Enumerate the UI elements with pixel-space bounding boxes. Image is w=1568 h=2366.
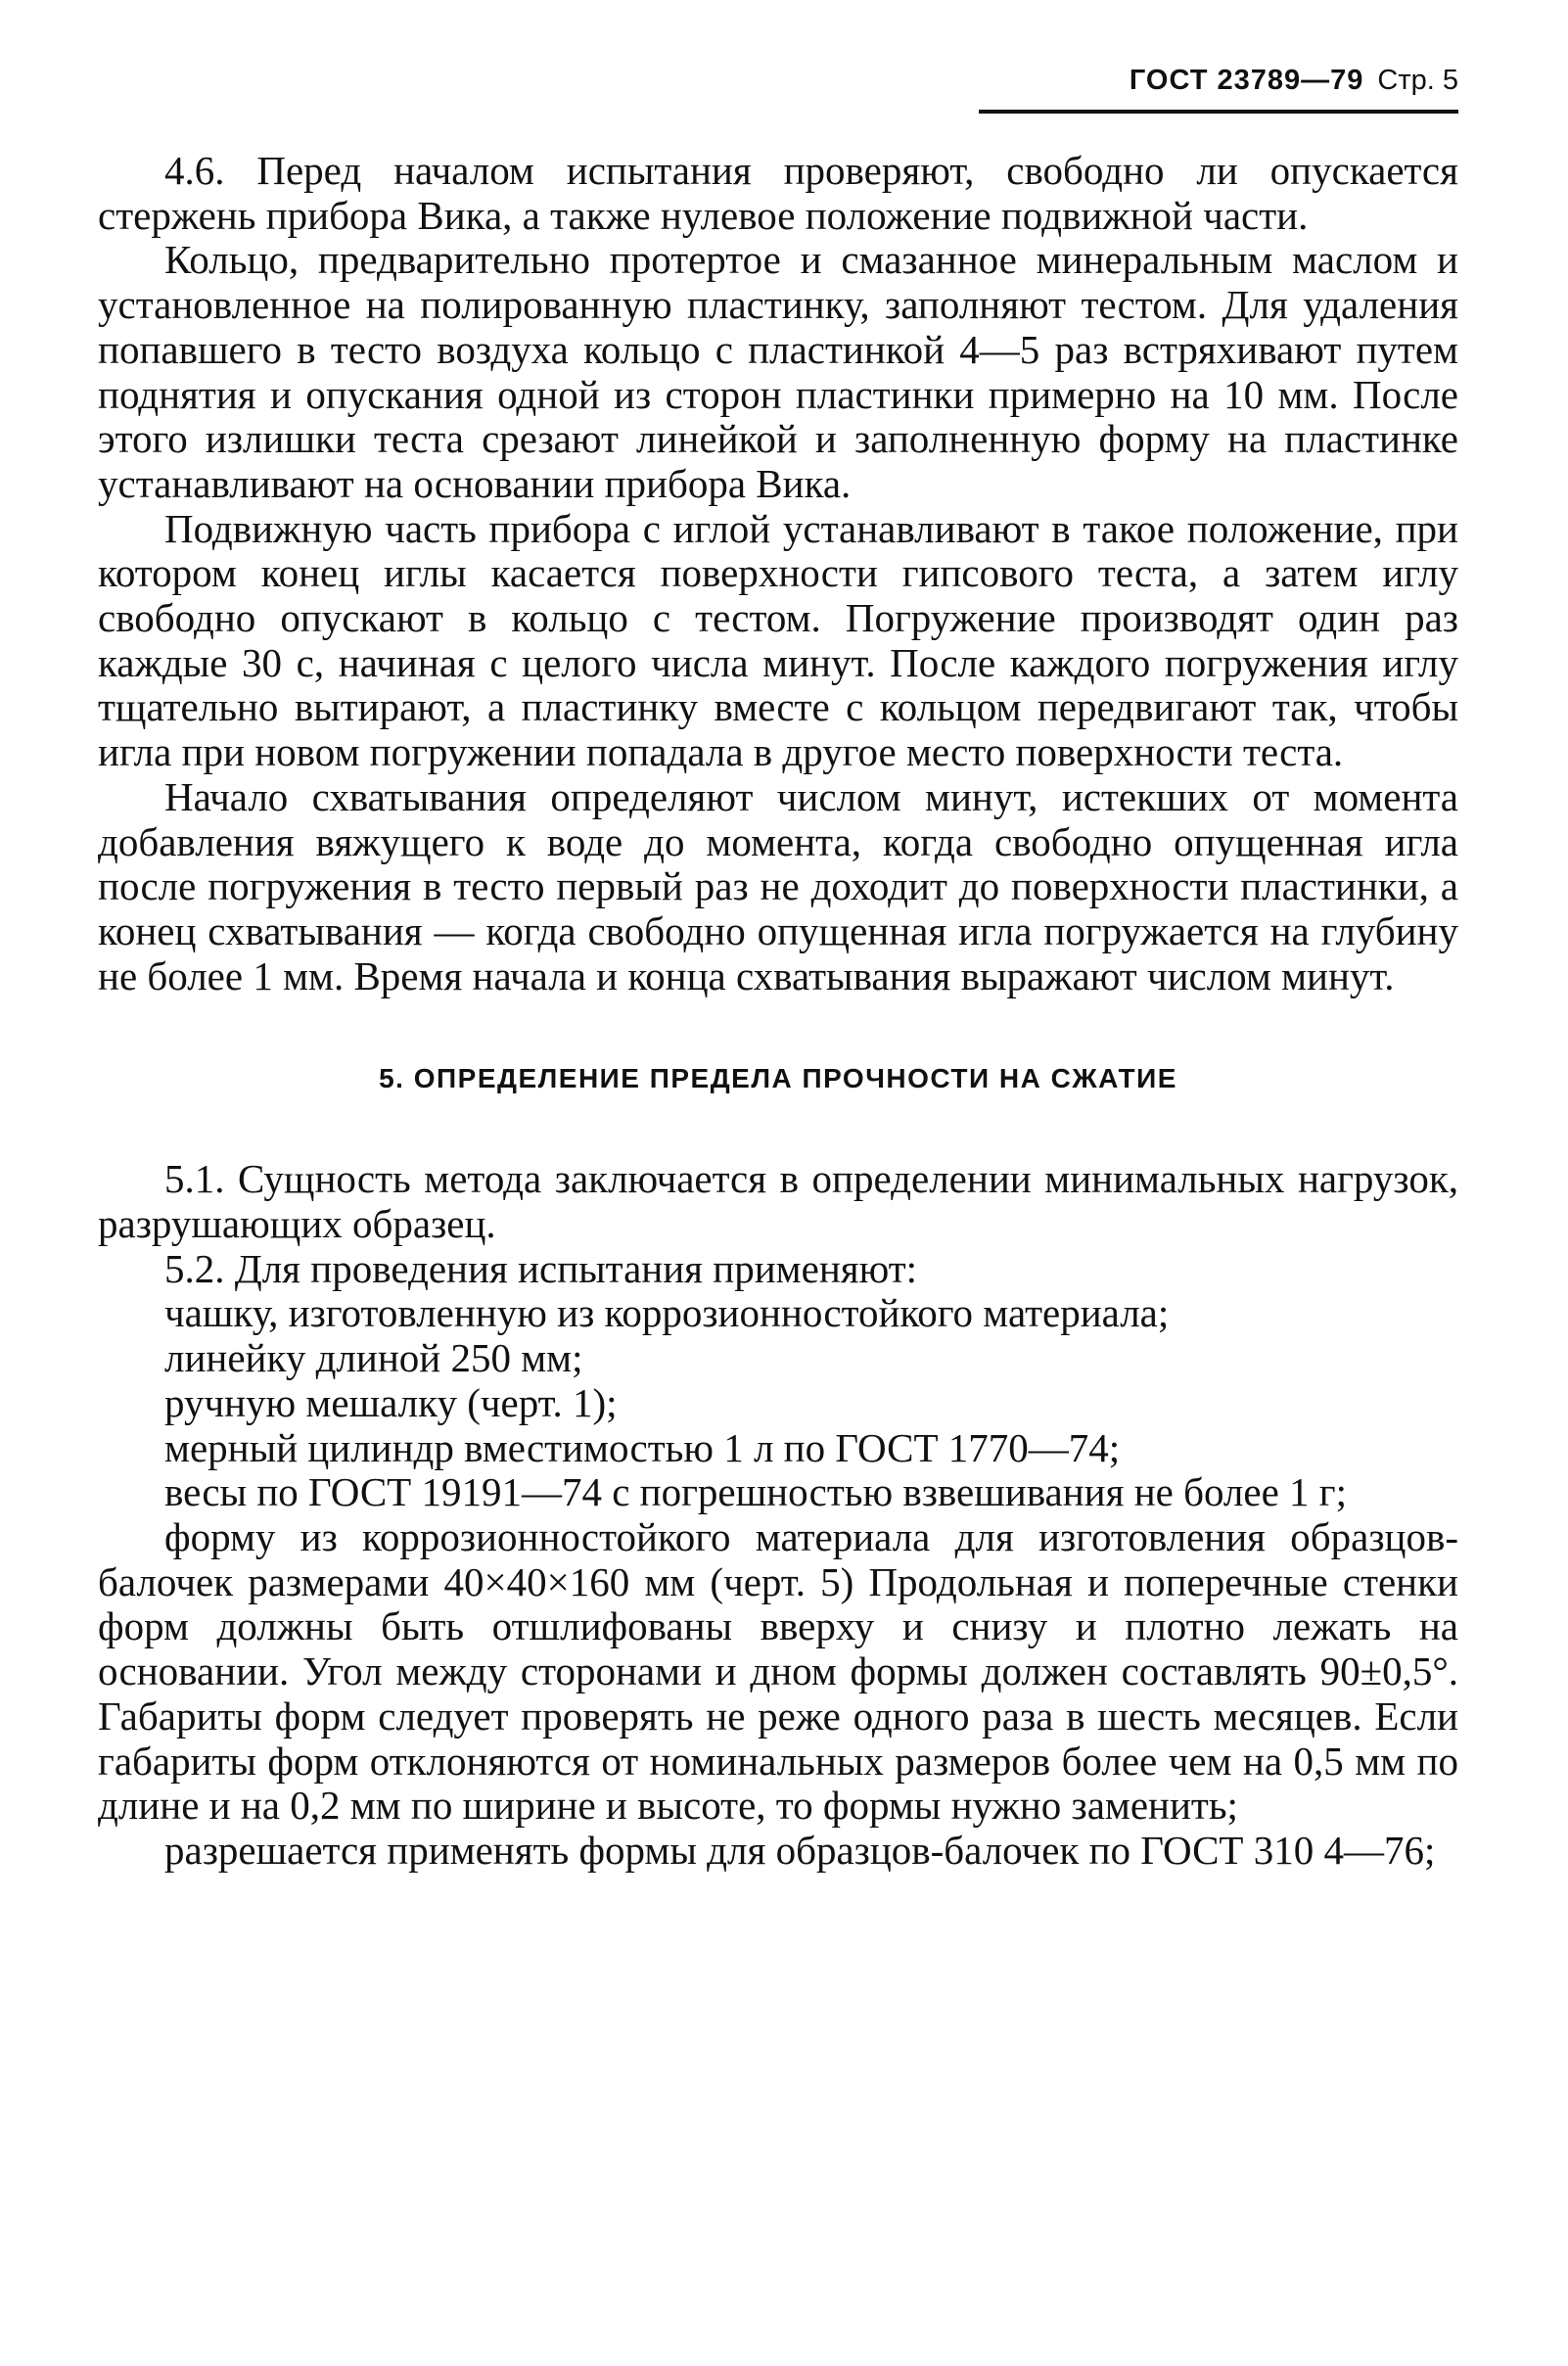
paragraph-5-2: 5.2. Для проведения испытания применяют: (164, 1245, 918, 1291)
list-item-mixer: ручную мешалку (черт. 1); (164, 1379, 618, 1425)
paragraph-ring-filling: Кольцо, предварительно протертое и смазанное минеральным маслом и установленное на полированную пластинку, заполняют тестом. Для удаления попавшего в тесто воздуха кольцо с пластинкой 4—5 раз встряхивают путем поднятия и опускания одной из сторон пластинки примерно на 10 мм. После этого излишки теста срезают линейкой и заполненную форму на пластинке устанавливают на основании прибора Вика. (98, 237, 1458, 506)
running-header (979, 65, 1458, 114)
list-item-mold-alternative: разрешается применять формы для образцов-балочек по ГОСТ 310 4—76; (164, 1827, 1436, 1873)
section-heading: 5. ОПРЕДЕЛЕНИЕ ПРЕДЕЛА ПРОЧНОСТИ НА СЖАТИЕ (379, 1063, 1177, 1094)
list-item-mold: форму из коррозионностойкого материала для изготовления образцов-балочек размерами 40×40×160 мм (черт. 5) Продольная и поперечные стенки форм должны быть отшлифованы вверху и снизу и плотно лежать на основании. Угол между сторонами и дном формы должен составлять 90±0,5°. Габариты форм следует проверять не реже одного раза в шесть месяцев. Если габариты форм отклоняются от номинальных размеров более чем на 0,5 мм по длине и на 0,2 мм по ширине и высоте, то формы нужно заменить; (98, 1513, 1458, 1829)
list-item-scales: весы по ГОСТ 19191—74 с погрешностью взвешивания не более 1 г; (164, 1469, 1347, 1515)
standard-number: ГОСТ 23789—79 (1129, 65, 1364, 96)
list-item-ruler: линейку длиной 250 мм; (164, 1335, 583, 1381)
paragraph-setting-time: Начало схватывания определяют числом минут, истекших от момента добавления вяжущего к воде до момента, когда свободно опущенная игла после погружения в тесто первый раз не доходит до поверхности пластинки, а конец схватывания — когда свободно опущенная игла погружается на глубину не более 1 мм. Время начала и конца схватывания выражают числом минут. (98, 773, 1458, 998)
list-item-cylinder: мерный цилиндр вместимостью 1 л по ГОСТ 1770—74; (164, 1424, 1121, 1470)
page-number: Стр. 5 (1377, 65, 1458, 96)
list-item-bowl: чашку, изготовленную из коррозионностойкого материала; (164, 1290, 1170, 1336)
document-body (98, 149, 1458, 1874)
paragraph-5-1: 5.1. Сущность метода заключается в определении минимальных нагрузок, разрушающих образец. (98, 1156, 1458, 1247)
paragraph-needle-immersion: Подвижную часть прибора с иглой устанавливают в такое положение, при котором конец иглы касается поверхности гипсового теста, а затем иглу свободно опускают в кольцо с тестом. Погружение производят один раз каждые 30 с, начиная с целого числа минут. После каждого погружения иглу тщательно вытирают, а пластинку вместе с кольцом передвигают так, чтобы игла при новом погружении попадала в другое место поверхности теста. (98, 505, 1458, 775)
paragraph-4-6: 4.6. Перед началом испытания проверяют, свободно ли опускается стержень прибора Вика, а также нулевое положение подвижной части. (98, 148, 1458, 238)
